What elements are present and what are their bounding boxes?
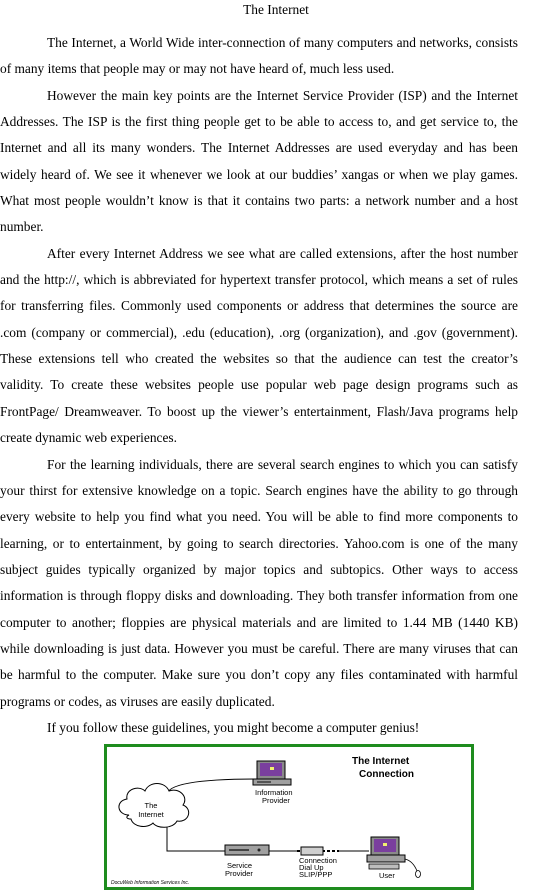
information-provider-label-line2: Provider [262,796,290,805]
information-provider-label-line1: Information [255,788,293,797]
diagram-copyright: DocuWeb Information Services Inc. [111,880,190,886]
paragraph: After every Internet Address we see what are called extensions, after the host number and the http://, which is abbreviated for hypertext transfer protocol, which means a set of rules for transferring files. Commonly used components or address that determines the source are .com (company or commercial), .edu (education), .org (organization), and .gov (government). These extensions tell who created the websites so that the audience can test the creator’s validity. To create these websites people use popular web page design programs such as FrontPage/ Dreamweaver. To boost up the viewer’s entertainment, Flash/Java programs help create dynamic web experiences. [0,245,518,446]
connection-modem-icon [301,847,323,855]
document-title: The Internet [243,2,309,17]
diagram-title-line2: Connection [359,769,414,780]
service-provider-label-line2: Provider [225,869,253,878]
service-provider-modem-icon [225,845,269,855]
connection-label-line2: Dial Up [299,863,324,872]
information-provider-computer-icon [253,761,291,785]
connection-label-line1: Connection [299,856,337,865]
paragraph: If you follow these guidelines, you might become a computer genius! [47,719,420,735]
paragraph: The Internet, a World Wide inter-connection of many computers and networks, consists of many items that people may or may not have heard of, much less used. [0,35,518,77]
cloud-label-line2: Internet [138,810,164,819]
service-provider-label-line1: Service [227,861,253,870]
cloud-label-line1: The [144,801,158,810]
user-label: User [379,871,395,880]
paragraph: However the main key points are the Internet Service Provider (ISP) and the Internet Addresses. The ISP is the first thing people get to be able to access to, and get service to, the Internet and all its many wonders. The Internet Addresses are used everyday and has been widely heard of. We see it whenever we look at our buddies’ xangas or when we play games. What most people wouldn’t know is that it contains two parts: a network number and a host number. [0,87,518,235]
document-body [0,30,518,741]
internet-connection-diagram [104,744,474,890]
diagram-canvas [107,747,471,887]
connection-label-line3: SLIP/PPP [299,870,333,879]
diagram-title-line1: The Internet [352,756,410,767]
paragraph: For the learning individuals, there are several search engines to which you can satisfy your thirst for extensive knowledge on a topic. Search engines have the ability to go through every website to help you find what you need. You will be able to find more components to learning, or to entertainment, by going to search directories. Yahoo.com is one of the many subject guides typically organized by major topics and subtopics. Other ways to access information is through floppy disks and downloading. They both transfer information from one computer to another; floppies are physical materials and are limited to 1.44 MB (1440 KB) while downloading is just data. However you must be careful. There are many viruses that can be harmful to the computer. Make sure you don’t copy any files contaminated with harmful programs or codes, as viruses are easily duplicated. [0,456,518,709]
